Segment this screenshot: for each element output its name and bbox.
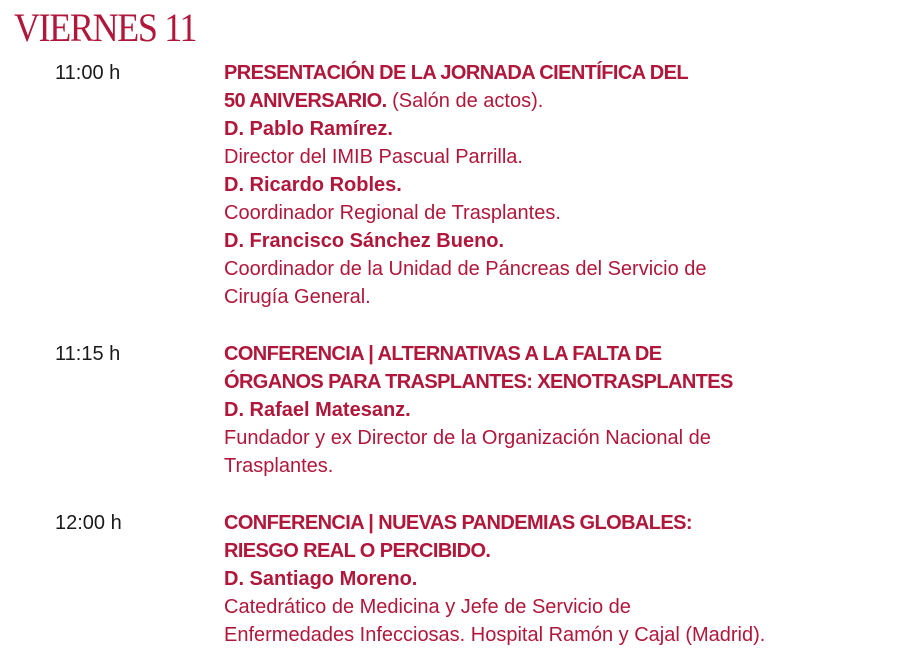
session-time: 11:00 h [55,62,121,84]
session-time: 11:15 h [55,343,121,365]
session-heading-line: CONFERENCIA | NUEVAS PANDEMIAS GLOBALES: [224,512,692,534]
speaker-role: Fundador y ex Director de la Organización Nacional de [224,427,711,449]
session-heading-text: 50 ANIVERSARIO. [224,90,387,112]
session-heading-line: RIESGO REAL O PERCIBIDO. [224,540,491,562]
session-content [224,509,904,649]
speaker-role: Director del IMIB Pascual Parrilla. [224,146,523,168]
speaker-role: Coordinador Regional de Trasplantes. [224,202,561,224]
session-heading-line: PRESENTACIÓN DE LA JORNADA CIENTÍFICA DEL [224,62,688,84]
speaker-role: Catedrático de Medicina y Jefe de Servicio de [224,596,631,618]
session-content [224,59,904,311]
session-heading-line [224,87,904,115]
speaker-name: D. Ricardo Robles. [224,174,402,196]
speaker-name: D. Pablo Ramírez. [224,118,393,140]
session-heading-line: ÓRGANOS PARA TRASPLANTES: XENOTRASPLANTES [224,371,733,393]
session-time: 12:00 h [55,512,122,534]
session-venue: (Salón de actos). [386,90,544,112]
speaker-name: D. Francisco Sánchez Bueno. [224,230,505,252]
speaker-name: D. Rafael Matesanz. [224,399,411,421]
speaker-role: Trasplantes. [224,455,334,477]
session-content [224,340,904,480]
day-title: VIERNES 11 [14,5,197,50]
speaker-name: D. Santiago Moreno. [224,568,418,590]
speaker-role: Coordinador de la Unidad de Páncreas del Servicio de [224,258,707,280]
session-heading-line: CONFERENCIA | ALTERNATIVAS A LA FALTA DE [224,343,662,365]
speaker-role: Enfermedades Infecciosas. Hospital Ramón y Cajal (Madrid). [224,624,766,646]
speaker-role: Cirugía General. [224,286,371,308]
